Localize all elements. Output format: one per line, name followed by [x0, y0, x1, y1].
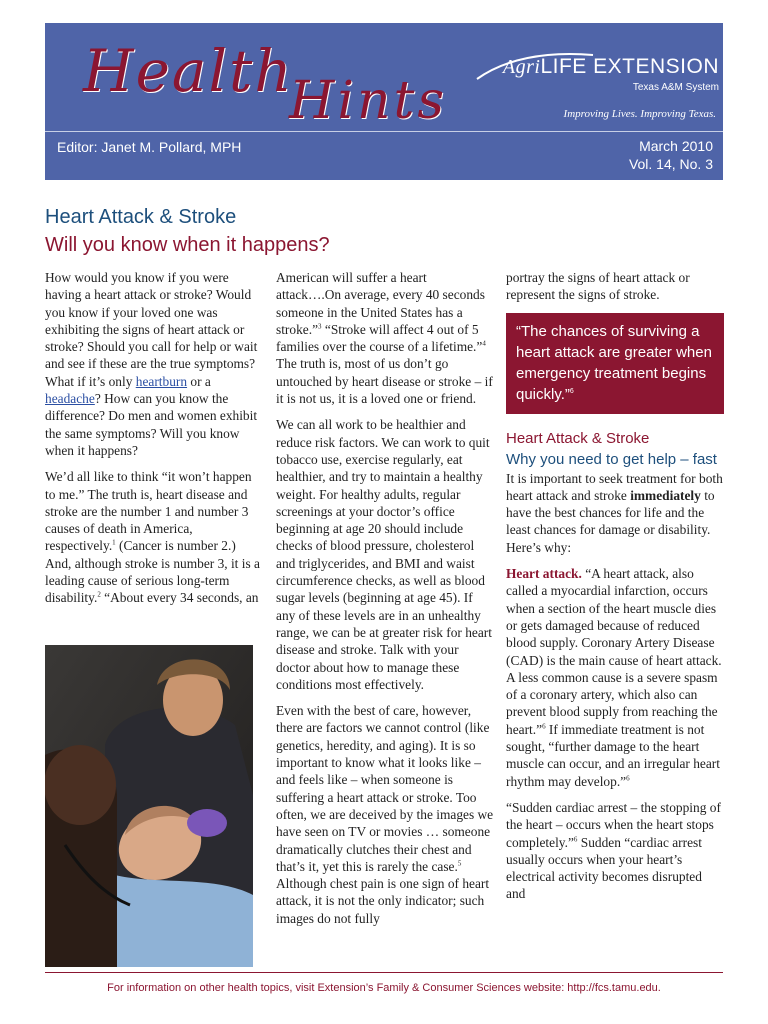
editor-credit: Editor: Janet M. Pollard, MPH: [57, 139, 242, 155]
issue-info: [629, 137, 713, 173]
issue-volume: Vol. 14, No. 3: [628, 156, 713, 172]
paragraph-lead: Heart attack.: [506, 566, 582, 582]
footnote-ref: 6: [542, 722, 546, 731]
paragraph: Heart attack. “A heart attack, also called a myocardial infarction, occurs when a section of the heart muscle dies or gets damaged because of reduced blood supply. Coronary Artery Disease (CAD) is the main cause of heart attack. A less common cause is a severe spasm of a coronary artery, which also can prevent blood supply from reaching the heart.”$^6$ If immediate treatment is not sought, “further damage to the heart muscle can occur, and an irregular heart rhythm may develop.”$^6$: [506, 566, 722, 789]
footnote-ref: 1: [112, 538, 116, 547]
section-heading: Heart Attack & Stroke: [506, 429, 650, 447]
article-column-2: [276, 269, 494, 936]
org-name: AgriLIFE EXTENSION: [502, 55, 719, 78]
footnote-ref: 6: [626, 774, 630, 783]
paragraph: How would you know if you were having a heart attack or stroke? Would you know if your loved one was exhibiting the signs of heart attack or stroke? Should you call for help or wait and see if these are the true symptoms? What if it’s only heartburn or a headache? How can you know the difference? Do men and women exhibit the same symptoms? Will you know when it happens?: [45, 270, 258, 458]
footnote-ref: 6: [569, 387, 574, 395]
paramedic-photo: [45, 645, 253, 967]
article-column-3: [506, 269, 724, 912]
paragraph: portray the signs of heart attack or represent the signs of stroke.: [506, 270, 690, 303]
heartburn-link[interactable]: heartburn: [135, 373, 188, 389]
section-subheading: Why you need to get help – fast: [506, 450, 717, 468]
paragraph: It is important to seek treatment for both heart attack and stroke immediately to have the best chances for life and the least chances for damage or disability. Here’s why:: [506, 470, 723, 555]
org-system: Texas A&M System: [632, 82, 719, 93]
paragraph: We’d all like to think “it won’t happen to me.” The truth is, heart disease and stroke are the number 1 and number 3 causes of death in America, respectively.$^1$ (Cancer is number 2.) And, although stroke is number 3, it is a leading cause of serious long-term disability.$^2$ “About every 34 seconds, an: [45, 469, 260, 606]
footnote-ref: 6: [573, 835, 578, 844]
masthead-divider: [45, 131, 723, 132]
footnote-ref: 3: [318, 322, 322, 331]
footnote-ref: 5: [457, 859, 462, 868]
article-subheadline: Will you know when it happens?: [45, 234, 330, 256]
pull-quote: “The chances of surviving a heart attack are greater when emergency treatment begins quickly.”$^6$: [506, 313, 724, 414]
issue-date: March 2010: [639, 138, 713, 154]
photo-illustration: [45, 645, 253, 967]
footer-divider: [45, 972, 723, 973]
headache-link[interactable]: headache: [45, 391, 95, 407]
masthead-title-health: Health: [83, 37, 294, 105]
article-headline: Heart Attack & Stroke: [45, 206, 237, 228]
masthead-title-hints: Hints: [289, 71, 448, 131]
paragraph: We can all work to be healthier and reduce risk factors. We can work to quit tobacco use, exercise regularly, eat healthier, and try to maintain a healthy weight. For healthy adults, regular screenings at your doctor’s office beginning at age 20 should include checks of blood pressure, cholesterol and triglycerides, and BMI and waist circumference checks, as well as blood sugar levels (beginning at age 45). If any of these levels are in an unhealthy range, we can be at greater risk for heart disease and stroke. Talk with your doctor about how to manage these conditions most effectively.: [276, 417, 492, 692]
masthead-banner: [45, 23, 723, 180]
paragraph: “Sudden cardiac arrest – the stopping of the heart – occurs when the heart stops completely.”$^6$ Sudden “cardiac arrest usually occurs when your heart’s electrical activity becomes disrupted and: [506, 799, 721, 902]
paragraph: American will suffer a heart attack….On average, every 40 seconds someone in the United States has a stroke.”$^3$ “Stroke will affect 4 out of 5 families over the course of a lifetime.”$^4$ The truth is, most of us don’t go untouched by heart disease or stroke – if it is not us, it is a loved one or friend.: [276, 270, 493, 407]
footnote-ref: 2: [97, 590, 101, 599]
footnote-ref: 4: [482, 339, 486, 348]
article-column-1: [45, 269, 260, 616]
tagline: Improving Lives. Improving Texas.: [563, 108, 716, 120]
paragraph: Even with the best of care, however, there are factors we cannot control (like genetics, heredity, and aging). It is so important to know what it looks like – and feels like – when someone is suffering a heart attack or stroke. Too often, we are deceived by the images we have seen on TV or movies … someone dramatically clutches their chest and that’s it, yet this is rarely the case.$^5$ Although chest pain is one sign of heart attack, it is not the only indicator; such images do not fully: [276, 703, 494, 926]
footer-text: For information on other health topics, visit Extension’s Family & Consumer Sciences website: http://fcs.tamu.edu.: [107, 982, 661, 994]
